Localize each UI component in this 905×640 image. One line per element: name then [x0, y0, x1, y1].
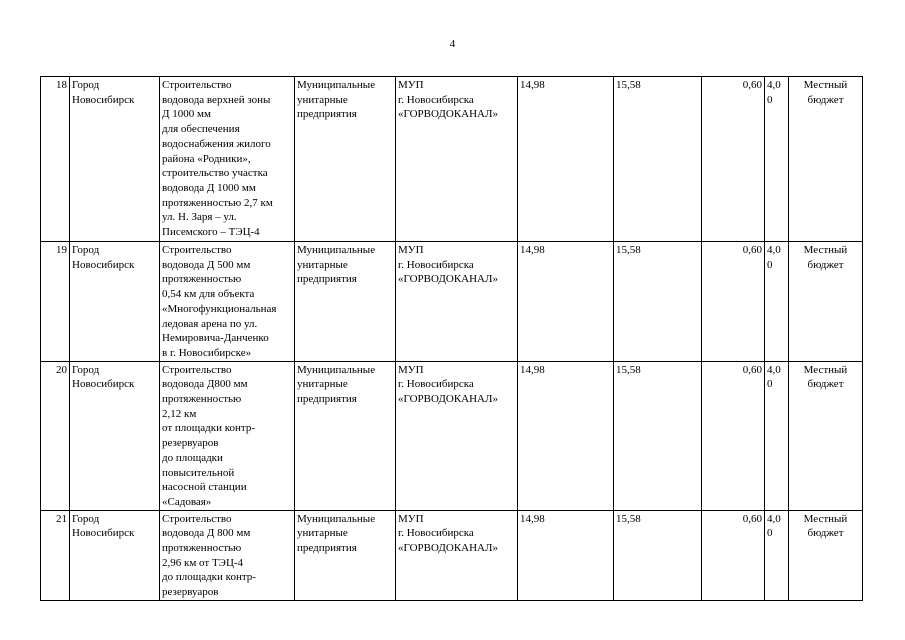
city-cell: Город Новосибирск	[70, 361, 160, 510]
city-cell: Город Новосибирск	[70, 242, 160, 362]
table-row	[41, 510, 863, 600]
description-cell: Строительство водовода Д800 мм протяженностью 2,12 км от площадки контр- резервуаров до площадки повысительной насосной станции «Садовая»	[160, 361, 295, 510]
organization-cell: МУП г. Новосибирска «ГОРВОДОКАНАЛ»	[396, 242, 518, 362]
funding-source-cell: Местный бюджет	[789, 510, 863, 600]
table-row	[41, 242, 863, 362]
value-1-cell: 14,98	[518, 510, 614, 600]
value-3-cell: 0,60	[702, 510, 765, 600]
row-number-cell: 21	[41, 510, 70, 600]
data-table	[40, 76, 863, 601]
description-cell: Строительство водовода верхней зоны Д 1000 мм для обеспечения водоснабжения жилого района «Родники», строительство участка водовода Д 1000 мм протяженностью 2,7 км ул. Н. Заря – ул. Писемского – ТЭЦ-4	[160, 77, 295, 242]
organization-type-cell: Муниципальные унитарные предприятия	[295, 510, 396, 600]
description-cell: Строительство водовода Д 800 мм протяженностью 2,96 км от ТЭЦ-4 до площадки контр- резервуаров	[160, 510, 295, 600]
value-1-cell: 14,98	[518, 242, 614, 362]
value-3-cell: 0,60	[702, 77, 765, 242]
organization-type-cell: Муниципальные унитарные предприятия	[295, 361, 396, 510]
city-cell: Город Новосибирск	[70, 77, 160, 242]
page-number: 4	[449, 38, 456, 50]
value-3-cell: 0,60	[702, 242, 765, 362]
description-cell: Строительство водовода Д 500 мм протяженностью 0,54 км для объекта «Многофункциональная ледовая арена по ул. Немировича-Данченко в г. Новосибирске»	[160, 242, 295, 362]
funding-source-cell: Местный бюджет	[789, 77, 863, 242]
organization-cell: МУП г. Новосибирска «ГОРВОДОКАНАЛ»	[396, 361, 518, 510]
value-4-cell: 4,00	[765, 77, 789, 242]
funding-source-cell: Местный бюджет	[789, 242, 863, 362]
table-row	[41, 361, 863, 510]
row-number-cell: 19	[41, 242, 70, 362]
funding-source-cell: Местный бюджет	[789, 361, 863, 510]
organization-cell: МУП г. Новосибирска «ГОРВОДОКАНАЛ»	[396, 77, 518, 242]
city-cell: Город Новосибирск	[70, 510, 160, 600]
table-row	[41, 77, 863, 242]
value-4-cell: 4,00	[765, 242, 789, 362]
value-4-cell: 4,00	[765, 510, 789, 600]
row-number-cell: 20	[41, 361, 70, 510]
value-3-cell: 0,60	[702, 361, 765, 510]
value-1-cell: 14,98	[518, 361, 614, 510]
value-2-cell: 15,58	[614, 510, 702, 600]
value-2-cell: 15,58	[614, 361, 702, 510]
organization-type-cell: Муниципальные унитарные предприятия	[295, 242, 396, 362]
table-body	[41, 77, 863, 601]
row-number-cell: 18	[41, 77, 70, 242]
organization-cell: МУП г. Новосибирска «ГОРВОДОКАНАЛ»	[396, 510, 518, 600]
value-1-cell: 14,98	[518, 77, 614, 242]
organization-type-cell: Муниципальные унитарные предприятия	[295, 77, 396, 242]
value-2-cell: 15,58	[614, 242, 702, 362]
value-4-cell: 4,00	[765, 361, 789, 510]
value-2-cell: 15,58	[614, 77, 702, 242]
